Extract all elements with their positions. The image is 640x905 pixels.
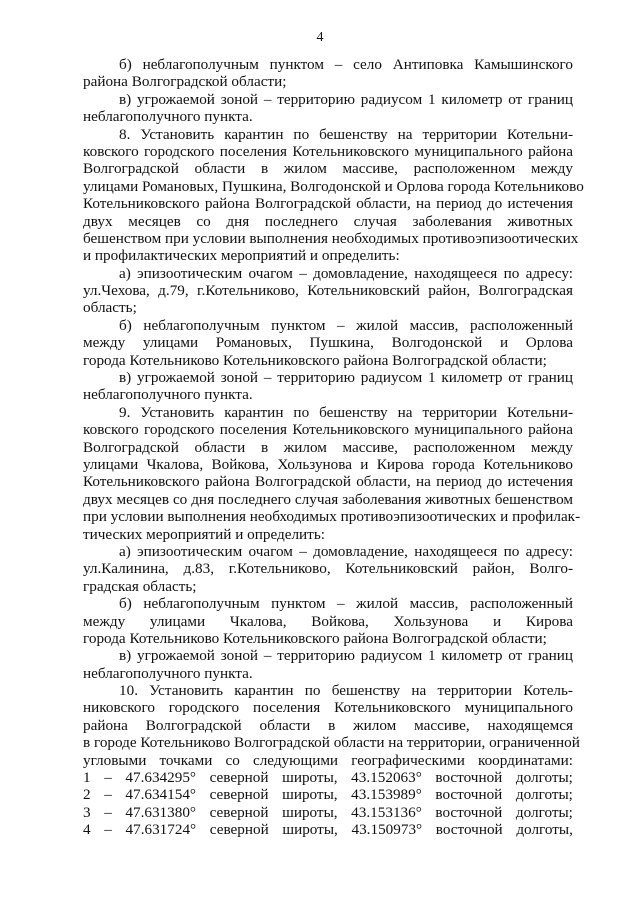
coordinate-dash: – — [104, 803, 112, 821]
text-line: в) угрожаемой зоной – территорию радиусом 1 километр от границ — [119, 647, 573, 665]
coordinate-dash: – — [104, 786, 112, 804]
coordinate-lat-word: широты, — [282, 769, 338, 787]
coordinate-lon-word: долготы; — [515, 769, 573, 787]
text-line: улицами Чкалова, Войкова, Хользунова и Кирова города Котельниково — [83, 455, 573, 473]
coordinate-num: 1 — [83, 769, 91, 787]
text-line: при условии выполнения необходимых противоэпизоотических и профилак- — [83, 508, 581, 526]
text-line: 9. Установить карантин по бешенству на территории Котельни- — [119, 403, 573, 421]
coordinate-dash: – — [104, 821, 112, 839]
coordinate-num: 4 — [83, 821, 91, 839]
text-line: ул.Чехова, д.79, г.Котельниково, Котельниковский район, Волгоградская — [83, 282, 573, 300]
text-line: города Котельниково Котельниковского района Волгоградской области; — [83, 629, 547, 647]
text-line: а) эпизоотическим очагом – домовладение, находящееся по адресу: — [119, 264, 573, 282]
coordinate-row — [83, 786, 573, 803]
text-line: и профилактических мероприятий и определить: — [83, 247, 400, 265]
coordinate-lon-label: восточной — [435, 769, 503, 787]
text-line: между улицами Романовых, Пушкина, Волгодонской и Орлова — [83, 334, 573, 352]
coordinate-dash: – — [104, 769, 112, 787]
text-line: б) неблагополучным пунктом – жилой массив, расположенный — [119, 316, 573, 334]
text-line: улицами Романовых, Пушкина, Волгодонской и Орлова города Котельниково — [83, 177, 584, 195]
coordinate-row — [83, 804, 573, 821]
text-line: в) угрожаемой зоной – территорию радиусом 1 километр от границ — [119, 90, 573, 108]
coordinate-num: 2 — [83, 786, 91, 804]
text-line: Волгоградской области в жилом массиве, расположенном между — [83, 438, 573, 456]
text-line: 8. Установить карантин по бешенству на территории Котельни- — [119, 125, 573, 143]
text-line: никовского городского поселения Котельниковского муниципального — [83, 699, 573, 717]
coordinate-lat-label: северной — [209, 803, 269, 821]
coordinate-lon-label: восточной — [435, 803, 503, 821]
coordinate-lat-label: северной — [209, 821, 269, 839]
text-line: Котельниковского района Волгоградской области, на период до истечения — [83, 195, 573, 213]
coordinate-lon-word: долготы; — [515, 803, 573, 821]
text-line: неблагополучного пункта. — [83, 664, 253, 682]
text-line: в) угрожаемой зоной – территорию радиусом 1 километр от границ — [119, 369, 573, 387]
text-line: района Волгоградской области; — [83, 73, 287, 91]
text-line: а) эпизоотическим очагом – домовладение, находящееся по адресу: — [119, 542, 573, 560]
coordinate-lon: 43.150973° — [351, 821, 423, 839]
text-line: неблагополучного пункта. — [83, 108, 253, 126]
coordinate-lon-word: долготы; — [515, 786, 573, 804]
coordinate-lat-word: широты, — [282, 803, 338, 821]
text-line: угловыми точками со следующими географическими координатами: — [83, 751, 573, 769]
coordinate-num: 3 — [83, 803, 91, 821]
coordinate-lon: 43.153989° — [351, 786, 422, 804]
coordinates-list — [83, 769, 573, 839]
text-line: в городе Котельниково Волгоградской области на территории, ограниченной — [83, 734, 580, 752]
coordinate-row — [83, 821, 573, 838]
text-line: неблагополучного пункта. — [83, 386, 253, 404]
text-line: Волгоградской области в жилом массиве, расположенном между — [83, 160, 573, 178]
coordinate-lat: 47.634154° — [125, 786, 196, 804]
text-line: двух месяцев со дня последнего случая заболевания животных бешенством — [83, 490, 573, 508]
text-line: область; — [83, 299, 137, 317]
text-line: района Волгоградской области в жилом массиве, находящемся — [83, 716, 573, 734]
document-body — [83, 56, 584, 839]
coordinate-row — [83, 769, 573, 786]
coordinate-lat: 47.631724° — [125, 821, 197, 839]
text-line: двух месяцев со дня последнего случая заболевания животных — [83, 212, 573, 230]
text-line: ковского городского поселения Котельниковского муниципального района — [83, 421, 573, 439]
text-line: 10. Установить карантин по бешенству на территории Котель- — [119, 682, 573, 700]
text-line: между улицами Чкалова, Войкова, Хользунова и Кирова — [83, 612, 573, 630]
text-line: б) неблагополучным пунктом – село Антиповка Камышинского — [119, 56, 573, 73]
coordinate-lat-label: северной — [209, 786, 269, 804]
text-line: ул.Калинина, д.83, г.Котельниково, Котельниковский район, Волго- — [83, 560, 573, 578]
text-line: тических мероприятий и определить: — [83, 525, 325, 543]
coordinate-lat-word: широты, — [282, 821, 338, 839]
coordinate-lon-label: восточной — [435, 821, 503, 839]
coordinate-lon-label: восточной — [435, 786, 503, 804]
coordinate-lon-word: долготы, — [516, 821, 573, 839]
coordinate-lat: 47.634295° — [125, 769, 196, 787]
text-line: Котельниковского района Волгоградской области, на период до истечения — [83, 473, 573, 491]
page-number: 4 — [316, 30, 324, 45]
text-line: б) неблагополучным пунктом – жилой массив, расположенный — [119, 595, 573, 613]
coordinate-lon: 43.153136° — [351, 803, 422, 821]
text-line: города Котельниково Котельниковского района Волгоградской области; — [83, 351, 547, 369]
coordinate-lat-word: широты, — [282, 786, 338, 804]
coordinate-lon: 43.152063° — [351, 769, 422, 787]
coordinate-lat-label: северной — [209, 769, 269, 787]
text-line: градская область; — [83, 577, 197, 595]
text-block — [83, 56, 584, 769]
coordinate-lat: 47.631380° — [125, 803, 196, 821]
text-line: бешенством при условии выполнения необходимых противоэпизоотических — [83, 229, 579, 247]
text-line: ковского городского поселения Котельниковского муниципального района — [83, 142, 573, 160]
